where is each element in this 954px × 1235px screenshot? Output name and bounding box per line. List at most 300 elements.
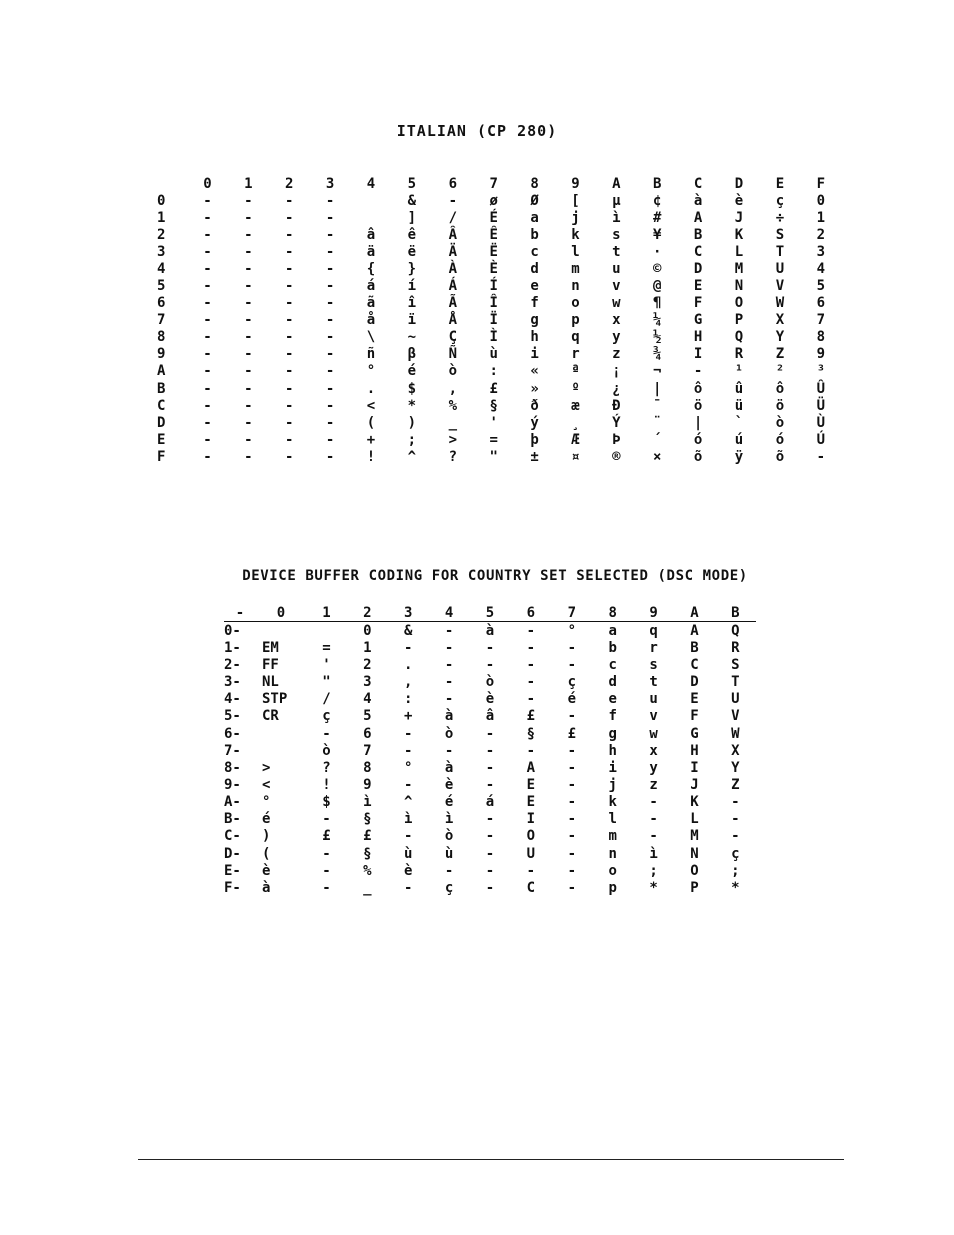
code-cell: > [448,431,457,448]
dsc-code-table [224,604,756,896]
code-cell: } [407,260,417,277]
code-cell: - [325,312,335,329]
code-cell: ; [731,862,740,879]
code-cell: 5 [816,278,826,295]
code-cell: - [203,295,212,312]
code-cell: · [653,243,662,260]
code-cell: ì [444,811,454,828]
code-cell: 6 [363,725,372,742]
code-cell: / [448,209,457,226]
code-cell: ò [485,674,495,691]
code-cell: 8 [363,759,372,776]
code-cell: w [612,295,621,312]
code-cell: Á [448,278,457,295]
code-cell: d [608,674,617,691]
code-cell: L [734,243,744,260]
code-cell: 9 [363,776,372,793]
code-cell: é [444,794,454,811]
code-cell: ô [693,380,703,397]
code-cell: * [731,879,740,896]
code-cell: V [731,708,740,725]
code-cell: @ [653,278,662,295]
row-header: 9- [224,776,241,793]
code-cell: £ [489,380,498,397]
row-header: 4 [157,260,166,277]
code-cell: â [485,708,495,725]
code-cell: u [649,691,658,708]
code-cell: ' [322,656,331,673]
column-header-row [224,604,756,622]
code-cell: ? [322,759,331,776]
code-cell: ù [489,346,498,363]
code-cell: - [244,260,253,277]
code-cell: s [649,656,658,673]
code-cell: - [526,862,536,879]
row-header: A [157,363,166,380]
code-cell: ½ [653,329,662,346]
table-row [147,260,841,277]
code-cell: - [244,209,253,226]
code-cell: ä [366,243,376,260]
code-cell: - [526,656,536,673]
code-cell: O [734,295,744,312]
code-cell: - [285,209,294,226]
code-cell: - [567,879,576,896]
code-cell: E [526,776,536,793]
code-cell [351,209,392,226]
code-cell: ¢ [653,192,662,209]
code-cell: ÿ [734,448,744,465]
code-cell: i [608,759,617,776]
code-cell: g [608,725,617,742]
code-cell: - [404,725,413,742]
code-cell: < [262,776,271,793]
code-cell: C [526,879,536,896]
code-cell: ¶ [653,295,662,312]
code-cell: t [649,674,658,691]
code-cell: c [608,656,617,673]
code-cell: j [571,209,580,226]
code-cell: < [366,397,376,414]
code-cell: - [404,776,413,793]
code-cell: u [612,260,621,277]
code-cell: - [203,278,212,295]
code-cell: - [404,639,413,656]
code-cell: ç [322,708,331,725]
code-cell: / [322,691,331,708]
code-cell: - [285,380,294,397]
code-cell: b [608,639,617,656]
code-cell: - [203,226,212,243]
table-row [147,363,841,380]
code-cell: x [649,742,658,759]
code-cell: á [366,278,376,295]
code-cell: | [693,414,703,431]
table-row [147,329,841,346]
column-header: 2 [347,604,388,622]
code-cell: v [649,708,658,725]
code-cell: ì [612,209,621,226]
row-header: 6- [224,725,241,742]
code-cell: - [203,312,212,329]
column-header: 7 [489,175,498,192]
code-cell: ¹ [734,363,744,380]
code-cell: ° [404,759,413,776]
code-cell: - [404,742,413,759]
code-cell: ¬ [653,363,662,380]
code-cell: - [322,879,331,896]
code-cell: 1 [816,209,826,226]
code-cell: z [612,346,621,363]
code-cell: Ý [612,414,621,431]
code-cell: ñ [366,346,376,363]
code-cell: - [285,192,294,209]
code-cell: o [608,862,617,879]
column-header: 9 [633,604,674,622]
code-cell: à [485,622,495,639]
row-header: 3 [157,243,166,260]
row-header: 3- [224,674,241,691]
code-cell: ì [649,845,658,862]
code-cell: Þ [612,431,621,448]
code-cell: 1 [363,639,372,656]
column-header: B [715,604,756,622]
column-header: 0 [203,175,212,192]
code-cell: _ [363,879,372,896]
code-cell: § [363,845,372,862]
code-cell [306,622,347,640]
table-row [147,312,841,329]
code-cell: N [734,278,744,295]
code-cell: q [571,329,580,346]
code-cell: - [526,639,536,656]
code-cell: ³ [816,363,826,380]
code-cell: [ [571,192,580,209]
code-cell: - [325,431,335,448]
code-cell: - [244,380,253,397]
code-cell: k [571,226,580,243]
code-cell: I [690,759,699,776]
table-row [224,811,756,828]
code-cell: H [693,329,703,346]
code-cell: Ø [530,192,539,209]
code-cell: - [567,828,576,845]
table-row [147,397,841,414]
code-cell: ^ [407,448,417,465]
row-header: D [157,414,166,431]
code-cell: U [526,845,536,862]
code-cell: - [285,346,294,363]
code-cell [256,622,306,640]
code-cell: B [693,226,703,243]
code-cell: Û [816,380,826,397]
code-cell: - [567,794,576,811]
cp280-code-table [147,175,841,466]
table-row [147,243,841,260]
code-cell: - [325,329,335,346]
code-cell: § [363,811,372,828]
code-cell: 3 [363,674,372,691]
column-header: 6 [510,604,551,622]
code-cell: - [322,845,331,862]
code-cell: G [690,725,699,742]
table-row [224,845,756,862]
code-cell: X [731,742,740,759]
code-cell: - [244,431,253,448]
code-cell: £ [567,725,576,742]
code-cell: 0 [816,192,826,209]
code-cell: £ [526,708,536,725]
dsc-title: DEVICE BUFFER CODING FOR COUNTRY SET SELECTED (DSC MODE) [242,568,748,584]
code-cell: - [649,828,658,845]
code-cell: õ [775,448,785,465]
code-cell: O [526,828,536,845]
code-cell: á [485,794,495,811]
column-header: 0 [256,604,306,622]
code-cell: % [448,397,457,414]
code-cell: G [693,312,703,329]
table-row [147,414,841,431]
code-cell: - [244,397,253,414]
code-cell: ( [366,414,376,431]
code-cell: i [530,346,539,363]
code-cell: J [690,776,699,793]
code-cell: ª [571,363,580,380]
code-cell: - [322,862,331,879]
code-cell: ° [262,794,271,811]
table-row [224,691,756,708]
column-header: 3 [325,175,335,192]
code-cell: R [731,639,740,656]
code-cell: ¥ [653,226,662,243]
code-cell: - [325,260,335,277]
code-cell: : [404,691,413,708]
code-cell: - [325,192,335,209]
code-cell: - [203,414,212,431]
code-cell: D [690,674,699,691]
code-cell: ! [366,448,376,465]
code-cell: - [567,639,576,656]
code-cell: Ñ [448,346,457,363]
code-cell: - [285,431,294,448]
code-cell: ' [489,414,498,431]
code-cell: É [489,209,498,226]
column-header: E [775,175,785,192]
table-row [224,639,756,656]
code-cell: = [489,431,498,448]
code-cell: - [285,448,294,465]
code-cell: ¿ [612,380,621,397]
code-cell: ó [775,431,785,448]
column-header: A [674,604,715,622]
code-cell: Ì [489,329,498,346]
table-row [224,776,756,793]
code-cell: U [775,260,785,277]
code-cell: $ [322,794,331,811]
code-cell: - [244,295,253,312]
code-cell: é [567,691,576,708]
code-cell: ú [734,431,744,448]
table-row [147,295,841,312]
code-cell: - [567,742,576,759]
code-cell: + [404,708,413,725]
code-cell: - [485,759,495,776]
code-cell: - [203,431,212,448]
code-cell: A [690,622,699,639]
code-cell: - [567,862,576,879]
table-row [147,346,841,363]
code-cell: * [649,879,658,896]
code-cell: m [608,828,617,845]
code-cell: - [526,674,536,691]
row-header: 8- [224,759,241,776]
code-cell: - [203,329,212,346]
code-cell: f [608,708,617,725]
code-cell: = [322,639,331,656]
code-cell: Q [731,622,740,639]
table-row [224,862,756,879]
code-cell: ò [322,742,331,759]
code-cell: n [608,845,617,862]
code-cell: ö [775,397,785,414]
code-cell: NL [262,674,279,691]
column-header: F [816,175,826,192]
code-cell: è [444,776,454,793]
code-cell: C [690,656,699,673]
code-cell: - [244,312,253,329]
code-cell: - [244,226,253,243]
code-cell: ¯ [653,397,662,414]
code-cell: o [571,295,580,312]
code-cell: é [262,811,271,828]
code-cell: Ë [489,243,498,260]
code-cell: 0 [363,622,372,639]
code-cell: » [530,380,539,397]
code-cell: - [285,260,294,277]
table-row [224,879,756,896]
code-cell: í [407,278,417,295]
code-cell: - [325,243,335,260]
code-cell: ² [775,363,785,380]
table-row [147,431,841,448]
code-cell: > [262,759,271,776]
table-row [224,656,756,673]
code-cell: Ã [448,295,457,312]
code-cell: - [444,862,454,879]
code-cell: - [649,811,658,828]
row-header: 2 [157,226,166,243]
code-cell: © [653,260,662,277]
code-cell: V [775,278,785,295]
code-cell: - [203,192,212,209]
code-cell: - [244,192,253,209]
code-cell: × [653,448,662,465]
column-header: 2 [285,175,294,192]
code-cell: T [775,243,785,260]
code-cell: K [734,226,744,243]
code-cell: - [485,725,495,742]
code-cell: E [690,691,699,708]
code-cell: - [444,691,454,708]
code-cell: è [262,862,271,879]
row-header: C- [224,828,241,845]
code-cell: I [526,811,536,828]
code-cell: N [690,845,699,862]
code-cell: O [690,862,699,879]
code-cell: - [285,226,294,243]
column-header: 5 [470,604,511,622]
code-cell: - [325,295,335,312]
code-cell: , [404,674,413,691]
code-cell: - [203,397,212,414]
code-cell: - [325,209,335,226]
code-cell: ° [567,622,576,639]
table-row [147,277,841,294]
code-cell: ] [407,209,417,226]
code-cell: - [285,363,294,380]
code-cell: ± [530,448,539,465]
code-cell: % [363,862,372,879]
code-cell: ö [693,397,703,414]
row-header: F- [224,879,241,896]
code-cell: ê [407,226,417,243]
code-cell: CR [262,708,279,725]
table-row [224,725,756,742]
column-header: B [653,175,662,192]
code-cell: | [653,380,662,397]
code-cell: ¨ [653,414,662,431]
code-cell: - [444,742,454,759]
column-header: A [612,175,621,192]
code-cell: ó [693,431,703,448]
code-cell: * [407,397,417,414]
code-cell: " [322,674,331,691]
row-header: 9 [157,346,166,363]
code-cell: - [731,811,740,828]
code-cell: Y [775,329,785,346]
code-cell: ¡ [612,363,621,380]
code-cell: - [203,346,212,363]
code-cell: Æ [571,431,580,448]
code-cell: ï [407,312,417,329]
code-cell: l [571,243,580,260]
column-header: 3 [388,604,429,622]
code-cell: - [485,776,495,793]
code-cell: - [485,639,495,656]
code-cell: Z [775,346,785,363]
row-header: E [157,431,166,448]
footer-rule [138,1159,844,1160]
code-cell: STP [262,691,288,708]
code-cell: - [325,226,335,243]
row-header: E- [224,862,241,879]
code-cell: ^ [404,794,413,811]
code-cell: ë [407,243,417,260]
code-cell: S [731,656,740,673]
code-cell: ü [734,397,744,414]
row-header: 5 [157,278,166,295]
code-cell: º [571,380,580,397]
code-cell: £ [322,828,331,845]
code-cell: m [571,260,580,277]
code-cell: Ú [816,431,826,448]
code-cell: ¤ [571,448,580,465]
code-cell: ô [775,380,785,397]
code-cell: d [530,260,539,277]
code-cell: æ [571,397,580,414]
code-cell: j [608,776,617,793]
table-row [147,448,841,465]
